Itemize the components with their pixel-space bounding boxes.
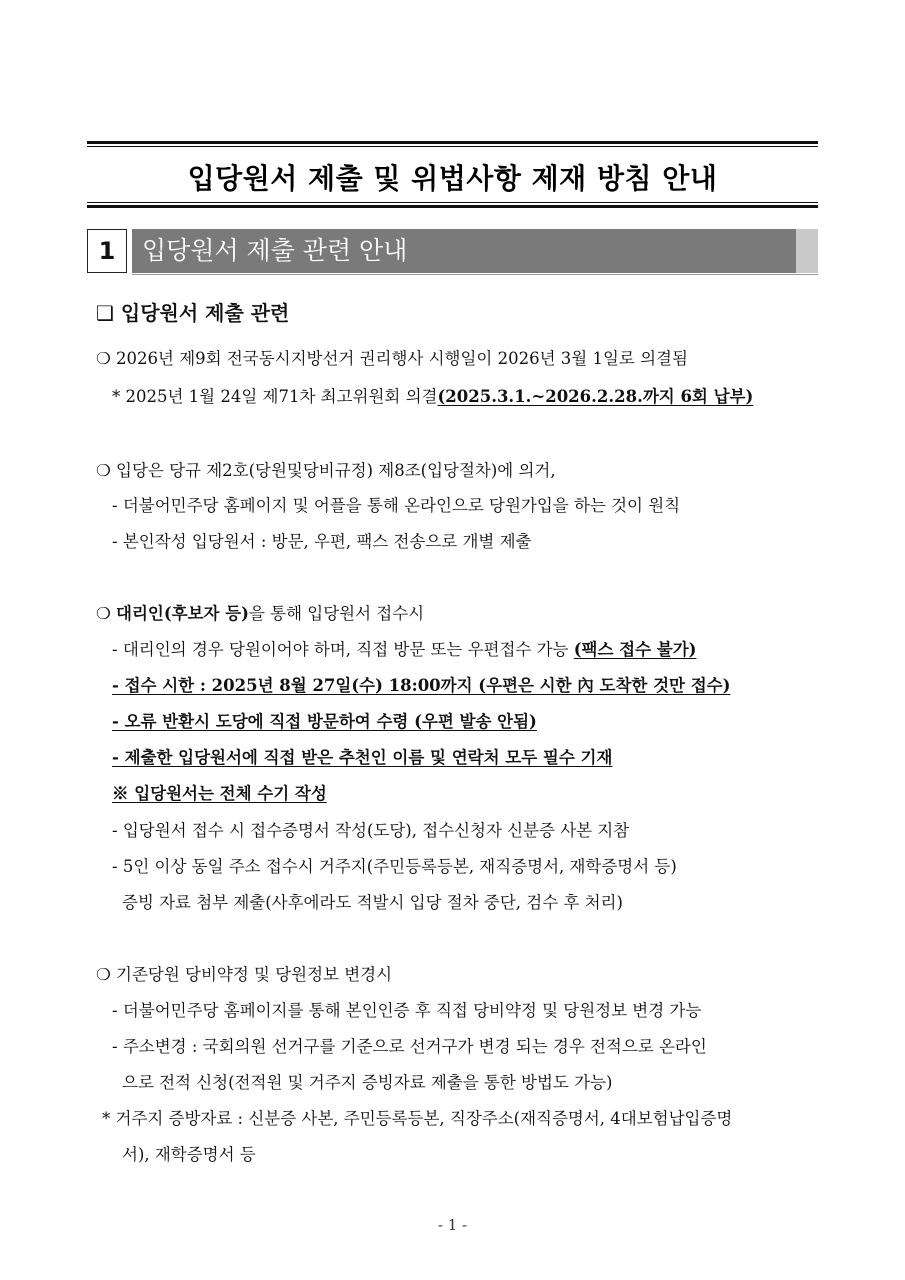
title-bottom-rule-thin — [87, 202, 818, 203]
page-number: - 1 - — [437, 1216, 468, 1234]
title-top-rule — [87, 141, 818, 144]
title-bottom-rule — [87, 205, 818, 208]
title-block — [87, 141, 818, 207]
section-number: 1 — [87, 229, 127, 273]
section-header — [87, 229, 818, 275]
paragraph-line: - 더불어민주당 홈페이지를 통해 본인인증 후 직접 당비약정 및 당원정보 변경 가능 — [112, 1001, 702, 1020]
section-underline — [132, 274, 818, 275]
emphasis-text: (팩스 접수 불가) — [573, 640, 697, 659]
emphasis-line: - 접수 시한 : 2025년 8월 27일(수) 18:00까지 (우편은 시한 內 도착한 것만 접수) — [112, 676, 731, 695]
paragraph-line: * 거주지 증방자료 : 신분증 사본, 주민등록등본, 직장주소(재직증명서, 4대보험납입증명 — [102, 1109, 733, 1128]
paragraph-line: 으로 전적 신청(전적원 및 거주지 증빙자료 제출을 통한 방법도 가능) — [122, 1073, 613, 1092]
paragraph-line: ❍ 입당은 당규 제2호(당원및당비규정) 제8조(입당절차)에 의거, — [96, 461, 556, 480]
paragraph-line: - 5인 이상 동일 주소 접수시 거주지(주민등록등본, 재직증명서, 재학증명서 등) — [112, 857, 677, 876]
paragraph-line: - 더불어민주당 홈페이지 및 어플을 통해 온라인으로 당원가입을 하는 것이 원칙 — [112, 496, 681, 515]
subheading: ❑ 입당원서 제출 관련 — [96, 301, 290, 325]
paragraph-line: - 본인작성 입당원서 : 방문, 우편, 팩스 전송으로 개별 제출 — [112, 532, 532, 551]
title-top-rule-thin — [87, 146, 818, 147]
emphasis-text: (2025.3.1.~2026.2.28.까지 6회 납부) — [437, 387, 754, 406]
emphasis-line: ※ 입당원서는 전체 수기 작성 — [112, 784, 327, 803]
paragraph-line: - 입당원서 접수 시 접수증명서 작성(도당), 접수신청자 신분증 사본 지참 — [112, 821, 630, 840]
section-bar-accent — [796, 229, 818, 273]
note-text: * 2025년 1월 24일 제71차 최고위원회 의결 — [112, 387, 438, 406]
paragraph-line: ❍ 기존당원 당비약정 및 당원정보 변경시 — [96, 965, 393, 984]
paragraph-line — [96, 603, 424, 625]
emphasis-line: - 제출한 입당원서에 직접 받은 추천인 이름 및 연락처 모두 필수 기재 — [112, 748, 613, 767]
emphasis-text: 대리인(후보자 등) — [116, 604, 249, 623]
emphasis-line: - 오류 반환시 도당에 직접 방문하여 수령 (우편 발송 안됨) — [112, 712, 537, 731]
paragraph-line: ❍ 2026년 제9회 전국동시지방선거 권리행사 시행일이 2026년 3월 1일로 의결됨 — [96, 349, 688, 368]
body-text: - 대리인의 경우 당원이어야 하며, 직접 방문 또는 우편접수 가능 — [112, 640, 574, 659]
paragraph-line: - 주소변경 : 국회의원 선거구를 기준으로 선거구가 변경 되는 경우 전적으로 온라인 — [112, 1037, 707, 1056]
section-title: 입당원서 제출 관련 안내 — [132, 229, 796, 273]
paragraph-line: 서), 재학증명서 등 — [122, 1145, 256, 1164]
body-text: 을 통해 입당원서 접수시 — [248, 604, 425, 623]
bullet-text: ❍ — [96, 604, 117, 623]
paragraph-line — [112, 386, 753, 408]
document-title: 입당원서 제출 및 위법사항 제재 방침 안내 — [187, 162, 718, 195]
paragraph-line: 증빙 자료 첨부 제출(사후에라도 적발시 입당 절차 중단, 검수 후 처리) — [122, 893, 623, 912]
paragraph-line — [112, 639, 697, 661]
